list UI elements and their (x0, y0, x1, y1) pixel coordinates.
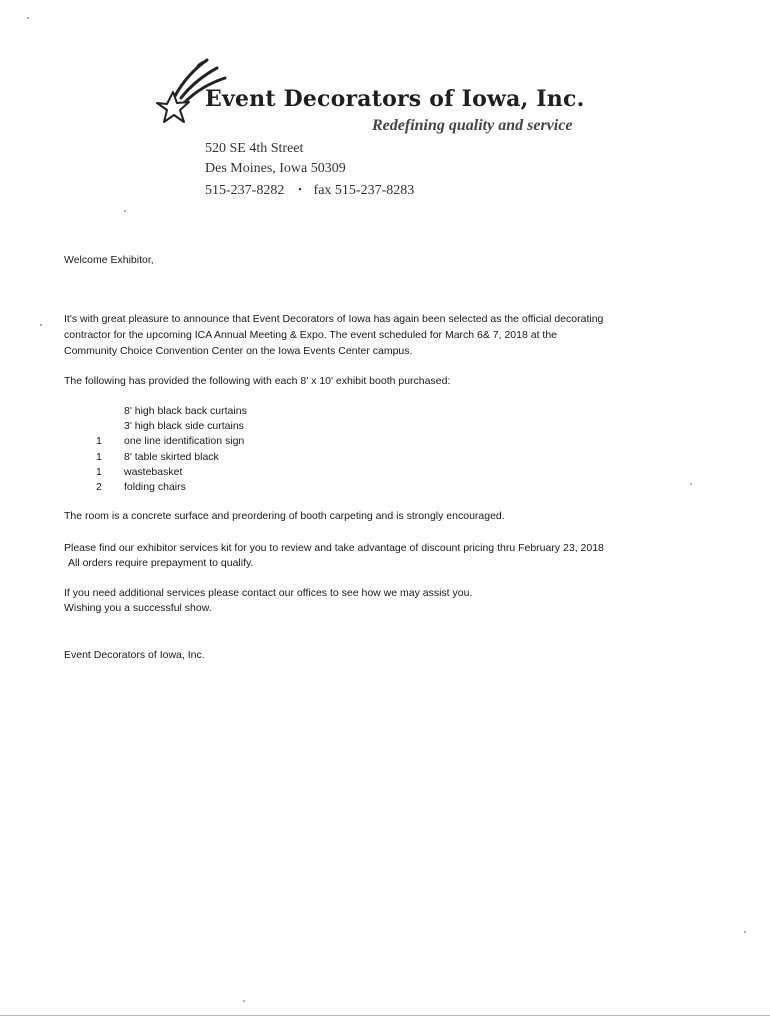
separator-bullet: ▪ (298, 184, 302, 194)
services-kit-paragraph (64, 541, 604, 571)
item-qty: 1 (96, 435, 102, 448)
paragraph-line: It's with great pleasure to announce that Event Decorators of Iowa has again been selected as the official decorating (64, 313, 604, 325)
paragraph-line: Community Choice Convention Center on the Iowa Events Center campus. (64, 345, 413, 357)
scan-speck (124, 210, 126, 212)
contact-numbers (205, 179, 414, 201)
phone-number: 515-237-8282 (205, 183, 285, 198)
item-desc: 8' high black back curtains (124, 405, 247, 417)
item-desc: one line identification sign (124, 435, 245, 448)
paragraph-line: Wishing you a successful show. (64, 602, 212, 614)
fax-number: fax 515-237-8283 (313, 183, 415, 198)
room-note: The room is a concrete surface and preordering of booth carpeting and is strongly encouraged. (64, 510, 505, 522)
scan-speck (744, 931, 746, 933)
scan-edge-line (0, 1015, 770, 1016)
company-name: Event Decorators of Iowa, Inc. (205, 86, 585, 112)
item-qty: 2 (96, 481, 102, 494)
list-item (96, 450, 247, 465)
item-qty: 1 (96, 465, 102, 478)
paragraph-line: contractor for the upcoming ICA Annual Meeting & Expo. The event scheduled for March 6& 7, 2018 at the (64, 329, 558, 341)
item-qty (96, 419, 124, 434)
item-qty (96, 404, 124, 419)
item-desc: 3' high black side curtains (124, 420, 244, 433)
booth-items-list (96, 404, 247, 495)
letterhead (0, 0, 770, 200)
list-item (96, 419, 247, 434)
address-city: Des Moines, Iowa 50309 (205, 161, 346, 176)
paragraph-line: If you need additional services please contact our offices to see how we may assist you. (64, 587, 473, 599)
item-desc: folding chairs (124, 481, 186, 494)
item-desc: wastebasket (124, 465, 183, 478)
company-tagline: Redefining quality and service (372, 117, 573, 134)
scan-speck (243, 1000, 245, 1002)
list-item (96, 404, 247, 419)
scan-speck (27, 17, 29, 19)
scan-speck (690, 483, 692, 485)
paragraph-line: All orders require prepayment to qualify. (68, 557, 254, 569)
contact-paragraph (64, 586, 472, 616)
paragraph-line: Please find our exhibitor services kit for you to review and take advantage of discount pricing thru February 23, 2018 (64, 542, 604, 554)
item-desc: 8' table skirted black (124, 450, 219, 463)
item-qty: 1 (96, 450, 102, 463)
items-intro: The following has provided the following with each 8' x 10' exhibit booth purchased: (64, 375, 451, 387)
list-item (96, 480, 247, 495)
greeting: Welcome Exhibitor, (64, 254, 154, 266)
scan-speck (40, 324, 42, 326)
list-item (96, 465, 247, 480)
list-item (96, 434, 247, 449)
company-address (205, 139, 414, 201)
announcement-paragraph (64, 311, 644, 359)
address-street: 520 SE 4th Street (205, 141, 304, 156)
signoff: Event Decorators of Iowa, Inc. (64, 649, 205, 661)
